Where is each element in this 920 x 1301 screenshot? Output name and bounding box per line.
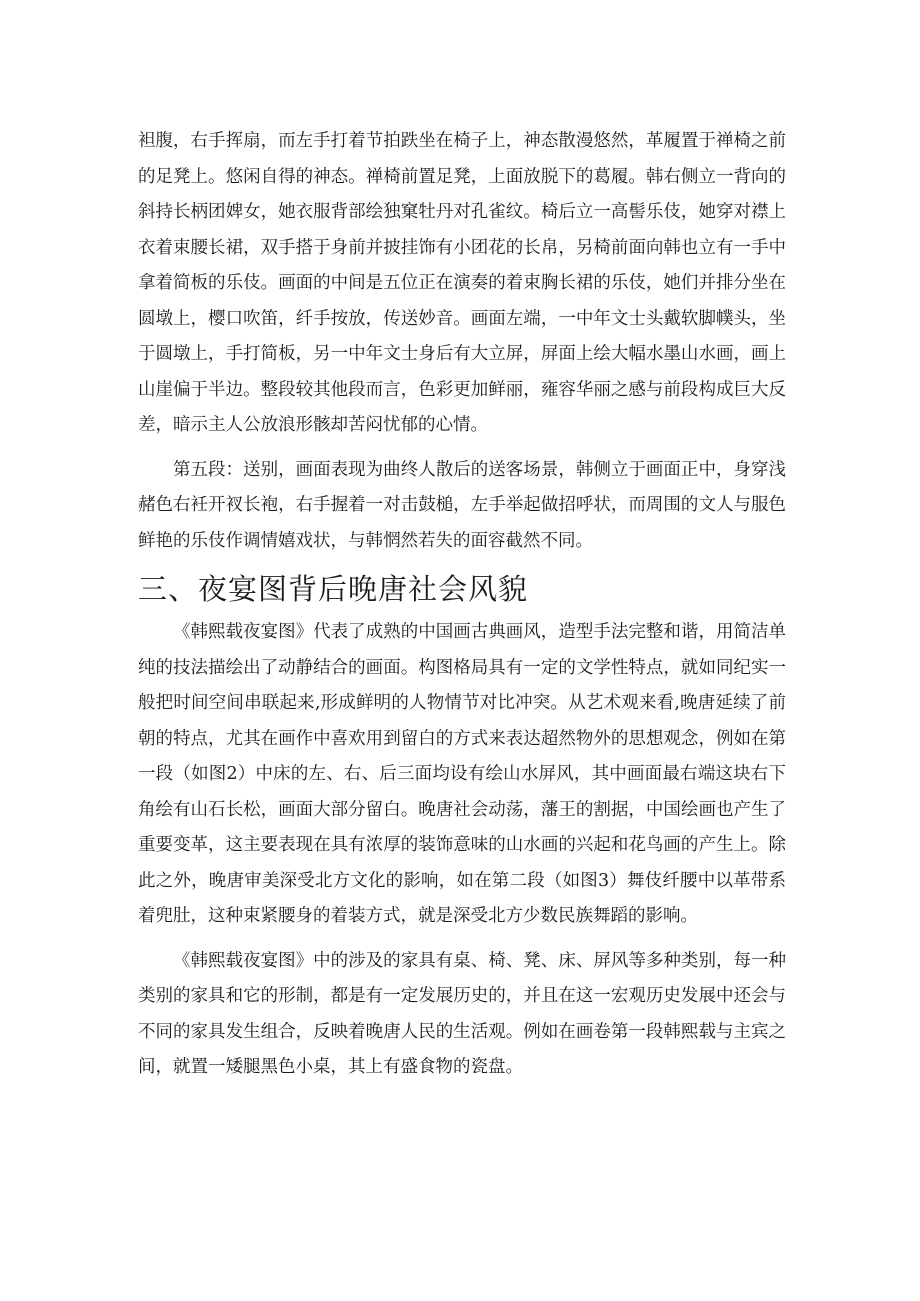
paragraph-art-style: 《韩熙载夜宴图》代表了成熟的中国画古典画风，造型手法完整和谐，用简洁单纯的技法描绘出了动静结合的画面。构图格局具有一定的文学性特点，就如同纪实一般把时间空间串联起来,形成鲜明的人物情节对比冲突。从艺术观来看,晚唐延续了前朝的特点，尤其在画作中喜欢用到留白的方式来表达超然物外的思想观念，例如在第一段（如图2）中床的左、右、后三面均设有绘山水屏风，其中画面最右端这块右下角绘有山石长松，画面大部分留白。晚唐社会动荡，藩王的割据，中国绘画也产生了重要变革，这主要表现在具有浓厚的装饰意味的山水画的兴起和花鸟画的产生上。除此之外，晚唐审美深受北方文化的影响，如在第二段（如图3）舞伎纤腰中以革带系着兜肚，这种束紧腰身的着装方式，就是深受北方少数民族舞蹈的影响。 xyxy=(138,622,786,926)
section-heading: 三、夜宴图背后晚唐社会风貌 xyxy=(138,572,529,606)
document-page xyxy=(138,124,786,1086)
paragraph-banquet-scene: 袒腹，右手挥扇，而左手打着节拍跌坐在椅子上，神态散漫悠然，革履置于禅椅之前的足凳上。悠闲自得的神态。禅椅前置足凳，上面放脱下的葛履。韩右侧立一背向的斜持长柄团婢女，她衣服背部绘独窠牡丹对孔雀纹。椅后立一高髻乐伎，她穿对襟上衣着束腰长裙，双手搭于身前并披挂饰有小团花的长帛，另椅前面向韩也立有一手中拿着简板的乐伎。画面的中间是五位正在演奏的着束胸长裙的乐伎，她们并排分坐在圆墩上，樱口吹笛，纤手按放，传送妙音。画面左端，一中年文士头戴软脚幞头，坐于圆墩上，手打简板，另一中年文士身后有大立屏，屏面上绘大幅水墨山水画，画上山崖偏于半边。整段较其他段而言，色彩更加鲜丽，雍容华丽之感与前段构成巨大反差，暗示主人公放浪形骸却苦闷忧郁的心情。 xyxy=(138,131,786,435)
paragraph-fifth-section: 第五段：送别，画面表现为曲终人散后的送客场景，韩侧立于画面正中，身穿浅赭色右衽开衩长袍，右手握着一对击鼓槌，左手举起做招呼状，而周围的文人与服色鲜艳的乐伎作调情嬉戏状，与韩惘然若失的面容截然不同。 xyxy=(138,459,786,551)
paragraph-furniture: 《韩熙载夜宴图》中的涉及的家具有桌、椅、凳、床、屏风等多种类别，每一种类别的家具和它的形制，都是有一定发展历史的，并且在这一宏观历史发展中还会与不同的家具发生组合，反映着晚唐人民的生活观。例如在画卷第一段韩熙载与主宾之间，就置一矮腿黑色小桌，其上有盛食物的瓷盘。 xyxy=(138,950,786,1077)
